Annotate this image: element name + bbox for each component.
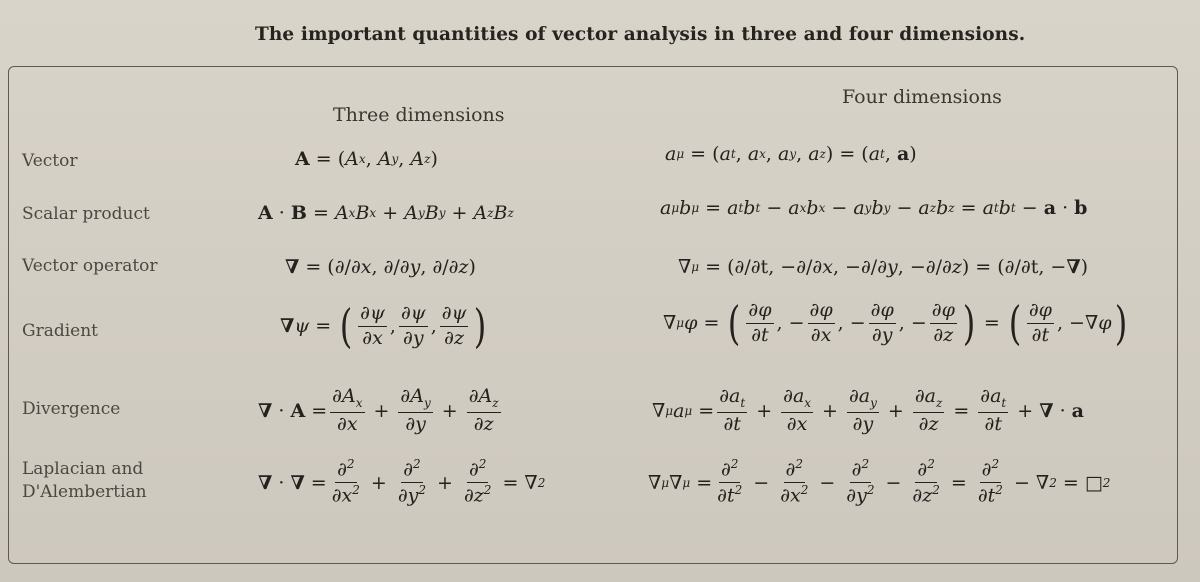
formula-operator-4d: ∇ μ = (∂/∂t, −∂/∂ x , −∂/∂ y , −∂/∂ z ) = (∂/∂t, − ∇ ) <box>678 256 1089 278</box>
row-label-laplacian-line1: Laplacian and <box>22 459 144 479</box>
table-caption: The important quantities of vector analysis in three and four dimensions. <box>255 24 1026 45</box>
column-header-four: Four dimensions <box>842 86 1002 108</box>
row-label-laplacian-line2: D'Alembertian <box>22 481 147 502</box>
formula-divergence-3d: ∇ · A = $\frac{\partial A_x}{\partial x}$ + $\frac{\partial A_y}{\partial y}$ + $\frac{\partial A_z}{\partial z}$ <box>258 385 499 435</box>
formula-dalembertian-4d: ∇ μ ∇ μ = $\frac{\partial^2}{\partial t^2}$ − $\frac{\partial^2}{\partial x^2}$ − $\frac{\partial^2}{\partial y^2}$ − $\frac{\partial^2}{\partial z^2}$ = $\frac{\partial^2}{\partial t^2}$ − ∇ 2 = □ 2 <box>648 457 1111 507</box>
formula-gradient-3d: ∇ ψ = ( $\frac{\partial\psi}{\partial x}$ , $\frac{\partial\psi}{\partial y}$ , $\frac{\partial\psi}{\partial z}$ ) <box>280 299 487 354</box>
column-header-three: Three dimensions <box>333 104 505 126</box>
row-label-scalar-product: Scalar product <box>22 204 150 224</box>
formula-gradient-4d: ∇ μ φ = ( $\frac{\partial\varphi}{\partial t}$ , − $\frac{\partial\varphi}{\partial x}$ , − $\frac{\partial\varphi}{\partial y}$ , − $\frac{\partial\varphi}{\partial z}$ ) = ( $\frac{\partial\varphi}{\partial t}$ , −∇ φ ) <box>663 296 1127 351</box>
row-label-laplacian <box>22 458 147 504</box>
row-label-vector: Vector <box>22 151 78 171</box>
row-label-gradient: Gradient <box>22 321 99 341</box>
row-label-divergence: Divergence <box>22 399 121 419</box>
formula-vector-4d: a μ = ( a t , a x , a y , a z ) = ( a t , a ) <box>665 143 917 165</box>
formula-operator-3d: ∇ = (∂/∂ x , ∂/∂ y , ∂/∂ z ) <box>285 256 476 278</box>
formula-vector-3d: A = ( A x , A y , A z ) <box>295 148 438 170</box>
formula-divergence-4d: ∇ μ a μ = $\frac{\partial a_t}{\partial t}$ + $\frac{\partial a_x}{\partial x}$ + $\frac{\partial a_y}{\partial y}$ + $\frac{\partial a_z}{\partial z}$ = $\frac{\partial a_t}{\partial t}$ + ∇ · a <box>652 385 1084 435</box>
row-label-vector-operator: Vector operator <box>22 256 158 276</box>
formula-scalar-3d: A · B = A x B x + A y B y + A z B z <box>258 202 514 224</box>
formula-laplacian-3d: ∇ · ∇ = $\frac{\partial^2}{\partial x^2}$ + $\frac{\partial^2}{\partial y^2}$ + $\frac{\partial^2}{\partial z^2}$ = ∇ 2 <box>258 457 546 507</box>
formula-scalar-4d: a μ b μ = a t b t − a x b x − a y b y − a z b z = a t b t − a · b <box>660 197 1088 219</box>
